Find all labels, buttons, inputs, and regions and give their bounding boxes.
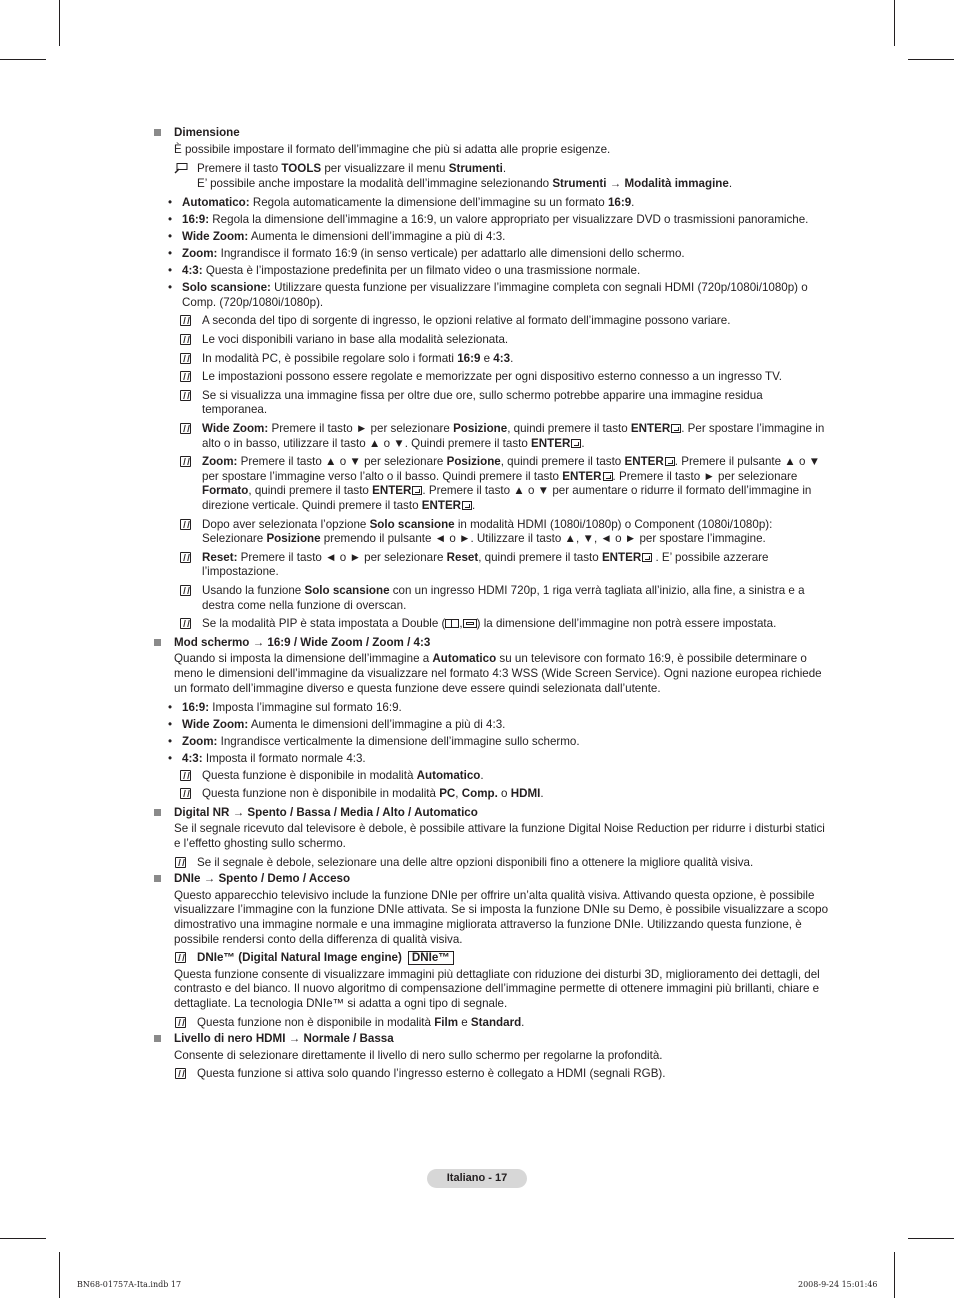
note-icon xyxy=(180,390,191,401)
note-icon xyxy=(175,857,186,868)
enter-icon xyxy=(571,439,581,448)
list-item: • Wide Zoom: Aumenta le dimensioni dell’immagine a più di 4:3. xyxy=(168,230,830,245)
tools-line-1: Premere il tasto TOOLS per visualizzare il menu Strumenti. xyxy=(197,162,507,176)
list-item: • 4:3: Imposta il formato normale 4:3. xyxy=(168,752,830,767)
section-bullet-icon xyxy=(154,639,161,646)
note-icon xyxy=(180,788,191,799)
section-intro: È possibile impostare il formato dell’immagine che più si adatta alle proprie esigenze. xyxy=(174,142,611,156)
pip-inset-icon xyxy=(463,619,477,628)
crop-mark xyxy=(59,0,60,46)
note-item: Usando la funzione Solo scansione con un ingresso HDMI 720p, 1 riga verrà tagliata all’inizio, alla fine, a sinistra e a destra come nella funzione di overscan. xyxy=(179,584,830,613)
note-item: Questa funzione non è disponibile in modalità PC, Comp. o HDMI. xyxy=(179,787,830,802)
section-mod-schermo xyxy=(154,636,830,802)
note-icon xyxy=(180,552,191,563)
crop-mark xyxy=(894,1252,895,1298)
note-icon xyxy=(180,353,191,364)
tools-icon xyxy=(174,163,188,174)
note-item: Questa funzione si attiva solo quando l’ingresso esterno è collegato a HDMI (segnali RGB). xyxy=(174,1067,830,1082)
section-intro: Questo apparecchio televisivo include la funzione DNIe per offrire un’alta qualità visiva. Attivando questa opzione, è possibile visualizzare l’immagine con la funzione DNIe attivata. Se si imposta la funzione DNIe su Demo, è possibile visualizzare a scopo dimostrativo una immagine normale e una immagine migliorata attraverso la funzione DNIe. Utilizzando questa funzione, è possibile rendersi conto della differenza di qualità visiva. xyxy=(174,888,829,946)
note-item: Se il segnale è debole, selezionare una delle altre opzioni disponibili fino a ottenere la migliore qualità visiva. xyxy=(174,856,830,871)
note-item: Reset: Premere il tasto ◄ o ► per selezionare Reset, quindi premere il tasto ENTER . E’ possibile azzerare l’impostazione. xyxy=(179,551,830,580)
note-icon xyxy=(180,371,191,382)
list-item: • Zoom: Ingrandisce verticalmente la dimensione dell’immagine sullo schermo. xyxy=(168,735,830,750)
page-number-label: Italiano - 17 xyxy=(427,1169,527,1188)
note-icon xyxy=(180,334,191,345)
section-title: Livello di nero HDMI → Normale / Bassa xyxy=(174,1032,394,1046)
note-item: Le voci disponibili variano in base alla modalità selezionata. xyxy=(179,333,830,348)
section-bullet-icon xyxy=(154,809,161,816)
section-bullet-icon xyxy=(154,129,161,136)
enter-icon xyxy=(603,472,613,481)
note-item: Zoom: Premere il tasto ▲ o ▼ per selezionare Posizione, quindi premere il tasto ENTER . Premere il pulsante ▲ o ▼ per spostare l’immagine verso l’alto o il basso. Quindi premere il tasto ENTER . Premere il tasto ► per selezionare Formato, quindi premere il tasto ENTER . Premere il tasto ▲ o ▼ per aumentare o ridurre il formato dell’immagine in direzione verticale. Quindi premere il tasto ENTER . xyxy=(179,455,830,513)
dnie-badge: DNIe™ xyxy=(408,951,454,965)
section-dnie xyxy=(154,872,830,1030)
note-icon xyxy=(180,585,191,596)
section-livello-nero xyxy=(154,1032,830,1082)
section-bullet-icon xyxy=(154,1035,161,1042)
enter-icon xyxy=(671,424,681,433)
section-digital-nr xyxy=(154,806,830,870)
list-item: • 16:9: Regola la dimensione dell’immagine a 16:9, un valore appropriato per visualizzare DVD o trasmissioni panoramiche. xyxy=(168,213,830,228)
note-icon xyxy=(175,1068,186,1079)
section-dimensione xyxy=(154,126,830,632)
crop-mark xyxy=(908,59,954,60)
crop-mark xyxy=(894,0,895,46)
note-icon xyxy=(180,618,191,629)
note-icon xyxy=(180,519,191,530)
section-bullet-icon xyxy=(154,875,161,882)
print-date-info: 2008-9-24 15:01:46 xyxy=(798,1280,878,1289)
enter-icon xyxy=(642,553,652,562)
note-item: Dopo aver selezionata l’opzione Solo scansione in modalità HDMI (1080i/1080p) o Component (1080i/1080p): Selezionare Posizione premendo il pulsante ◄ o ►. Utilizzare il tasto ▲, ▼, ◄ o ► per spostare l’immagine. xyxy=(179,518,830,547)
enter-icon xyxy=(462,501,472,510)
note-item: Se la modalità PIP è stata impostata a Double ( , ) la dimensione dell’immagine non potrà essere impostata. xyxy=(179,617,830,632)
note-icon xyxy=(175,1017,186,1028)
section-intro: Consente di selezionare direttamente il livello di nero sullo schermo per regolarne la profondità. xyxy=(174,1048,663,1062)
crop-mark xyxy=(908,1238,954,1239)
pip-split-icon xyxy=(445,619,459,628)
note-item: In modalità PC, è possibile regolare solo i formati 16:9 e 4:3. xyxy=(179,352,830,367)
note-item: Le impostazioni possono essere regolate e memorizzate per ogni dispositivo esterno connesso a un ingresso TV. xyxy=(179,370,830,385)
note-icon xyxy=(180,770,191,781)
section-title: Dimensione xyxy=(174,126,240,139)
enter-icon xyxy=(665,457,675,466)
tools-line-2: E’ possibile anche impostare la modalità dell’immagine selezionando Strumenti → Modalità immagine. xyxy=(197,176,733,190)
note-item: Wide Zoom: Premere il tasto ► per selezionare Posizione, quindi premere il tasto ENTER . Per spostare l’immagine in alto o in basso, utilizzare il tasto ▲ o ▼. Quindi premere il tasto ENTER . xyxy=(179,422,830,451)
section-title: Digital NR → Spento / Bassa / Media / Alto / Automatico xyxy=(174,805,478,819)
note-item: Se si visualizza una immagine fissa per oltre due ore, sullo schermo potrebbe apparire una immagine residua temporanea. xyxy=(179,389,830,418)
list-item: • Wide Zoom: Aumenta le dimensioni dell’immagine a più di 4:3. xyxy=(168,718,830,733)
manual-page xyxy=(154,124,830,1082)
list-item: • Solo scansione: Utilizzare questa funzione per visualizzare l’immagine completa con segnali HDMI (720p/1080i/1080p) o Comp. (720p/1080i/1080p). xyxy=(168,281,830,310)
section-intro: Quando si imposta la dimensione dell’immagine a Automatico su un televisore con formato 16:9, è possibile determinare o meno le dimensioni dell’immagine da visualizzare nel formato 4:3 WSS (Wide Screen Service). Ogni nazione europea richiede un formato dell’immagine diverso e questa funzione deve essere quindi selezionata dall’utente. xyxy=(174,652,822,695)
crop-mark xyxy=(0,1238,46,1239)
dnie-engine-text: Questa funzione consente di visualizzare immagini più dettagliate con riduzione dei disturbi 3D, miglioramento dei dettagli, del contrasto e del bianco. Il nuovo algoritmo di compensazione dell’immagine permette di ottenere immagini più brillanti, chiare e dettagliate. La tecnologia DNIe™ si adatta a ogni tipo di segnale. xyxy=(174,967,820,1010)
note-item: Questa funzione non è disponibile in modalità Film e Standard. xyxy=(174,1016,830,1031)
section-title: Mod schermo → 16:9 / Wide Zoom / Zoom / 4:3 xyxy=(174,635,431,649)
tools-note xyxy=(174,162,830,191)
note-icon xyxy=(180,315,191,326)
note-item: Questa funzione è disponibile in modalità Automatico. xyxy=(179,769,830,784)
section-intro: Se il segnale ricevuto dal televisore è debole, è possibile attivare la funzione Digital Noise Reduction per ridurre i disturbi statici e l’effetto ghosting sullo schermo. xyxy=(174,822,825,851)
note-icon xyxy=(175,952,186,963)
list-item: • Zoom: Ingrandisce il formato 16:9 (in senso verticale) per adattarlo alle dimensioni dello schermo. xyxy=(168,247,830,262)
crop-mark xyxy=(0,59,46,60)
dnie-engine-heading: DNIe™ (Digital Natural Image engine) DNIe™ xyxy=(174,951,830,966)
list-item: • 4:3: Questa è l’impostazione predefinita per un filmato video o una trasmissione normale. xyxy=(168,264,830,279)
note-icon xyxy=(180,423,191,434)
list-item: • Automatico: Regola automaticamente la dimensione dell’immagine su un formato 16:9. xyxy=(168,196,830,211)
enter-icon xyxy=(412,486,422,495)
list-item: • 16:9: Imposta l’immagine sul formato 16:9. xyxy=(168,701,830,716)
section-title: DNIe → Spento / Demo / Acceso xyxy=(174,872,351,886)
crop-mark xyxy=(59,1252,60,1298)
note-item: A seconda del tipo di sorgente di ingresso, le opzioni relative al formato dell’immagine possono variare. xyxy=(179,314,830,329)
note-icon xyxy=(180,456,191,467)
print-file-info: BN68-01757A-Ita.indb 17 xyxy=(77,1280,182,1289)
